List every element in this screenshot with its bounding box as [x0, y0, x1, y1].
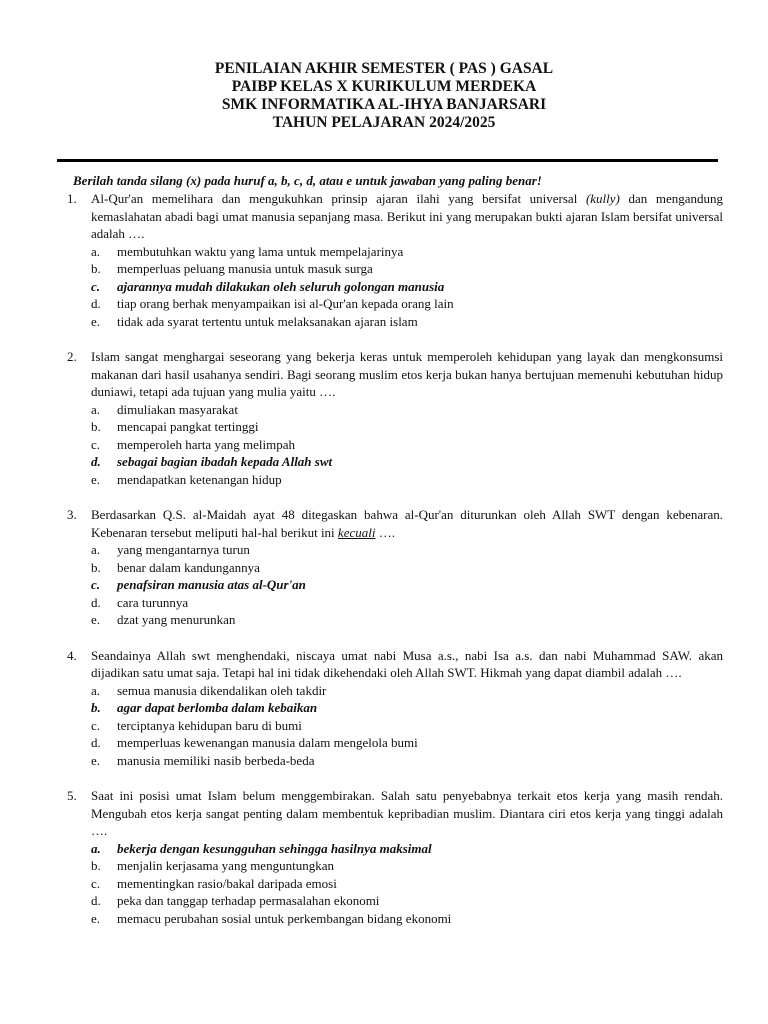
option-text: mendapatkan ketenangan hidup — [117, 471, 282, 487]
option-letter: d. — [91, 454, 101, 469]
option-list — [67, 840, 723, 928]
option-text: dzat yang menurunkan — [117, 612, 236, 627]
question-number: 4. — [67, 647, 77, 663]
option-text: agar dapat berlomba dalam kebaikan — [117, 700, 318, 715]
question-1 — [67, 190, 723, 330]
option-text: menjalin kerjasama yang menguntungkan — [117, 858, 334, 873]
option-d[interactable] — [91, 453, 723, 471]
option-b[interactable] — [91, 699, 723, 717]
question-text: Saat ini posisi umat Islam belum menggembirakan. Salah satu penyebabnya terkait etos kerja yang masih rendah. Mengubah etos kerja sangat penting dalam membentuk kepribadian muslim. Diantara ciri etos kerja yang tinggi adalah …. — [91, 788, 723, 838]
question-text-part: Al-Qur'an memelihara dan mengukuhkan prinsip ajaran ilahi yang bersifat universal — [91, 191, 586, 206]
option-c[interactable] — [91, 875, 723, 893]
option-letter: a. — [91, 401, 101, 417]
header-divider — [57, 159, 718, 162]
option-letter: b. — [91, 419, 101, 434]
option-c[interactable] — [91, 436, 723, 454]
question-text: Seandainya Allah swt menghendaki, niscaya umat nabi Musa a.s., nabi Isa a.s. dan nabi Muhammad SAW. akan dijadikan satu umat saja. Tetapi hal ini tidak dikehendaki oleh Allah SWT. Hikmah yang dapat diambil adalah …. — [91, 647, 723, 680]
option-c[interactable] — [91, 576, 723, 594]
question-number: 1. — [67, 191, 77, 206]
option-text: memperluas peluang manusia untuk masuk surga — [117, 261, 373, 276]
question-number: 3. — [67, 507, 77, 522]
option-d[interactable] — [91, 734, 723, 752]
question-number: 2. — [67, 349, 77, 364]
option-text: bekerja dengan kesungguhan sehingga hasilnya maksimal — [117, 840, 432, 856]
option-text: memperoleh harta yang melimpah — [117, 436, 295, 452]
question-text — [91, 190, 723, 243]
option-d[interactable] — [91, 295, 723, 313]
option-letter: b. — [91, 261, 101, 276]
option-text: manusia memiliki nasib berbeda-beda — [117, 752, 315, 768]
question-5 — [67, 787, 723, 927]
option-text: benar dalam kandungannya — [117, 559, 260, 575]
option-letter: a. — [91, 840, 101, 856]
question-4 — [67, 647, 723, 770]
option-a[interactable] — [91, 840, 723, 858]
option-e[interactable] — [91, 313, 723, 331]
option-letter: c. — [91, 717, 101, 733]
option-text: semua manusia dikendalikan oleh takdir — [117, 682, 327, 698]
option-a[interactable] — [91, 682, 723, 700]
option-text: cara turunnya — [117, 594, 189, 610]
exam-header — [0, 60, 768, 132]
option-text: yang mengantarnya turun — [117, 542, 250, 557]
option-letter: b. — [91, 858, 101, 873]
option-letter: c. — [91, 278, 101, 294]
option-letter: e. — [91, 910, 101, 926]
option-letter: d. — [91, 893, 101, 908]
option-letter: d. — [91, 594, 101, 610]
option-letter: e. — [91, 313, 101, 329]
option-text: terciptanya kehidupan baru di bumi — [117, 717, 302, 733]
option-letter: e. — [91, 752, 101, 768]
option-b[interactable] — [91, 559, 723, 577]
option-letter: c. — [91, 436, 101, 452]
question-text-part: Berdasarkan Q.S. al-Maidah ayat 48 ditegaskan bahwa al-Qur'an diturunkan oleh Allah SWT dengan kebenaran. Kebenaran tersebut meliputi hal-hal berikut ini — [91, 507, 723, 540]
option-c[interactable] — [91, 717, 723, 735]
option-e[interactable] — [91, 910, 723, 928]
option-e[interactable] — [91, 611, 723, 629]
option-text: dimuliakan masyarakat — [117, 401, 238, 417]
option-letter: b. — [91, 559, 101, 575]
header-line-4: TAHUN PELAJARAN 2024/2025 — [272, 114, 496, 131]
option-text: mencapai pangkat tertinggi — [117, 419, 259, 434]
question-list — [67, 190, 723, 945]
option-text: tiap orang berhak menyampaikan isi al-Qur'an kepada orang lain — [117, 296, 454, 311]
option-text: mementingkan rasio/bakal daripada emosi — [117, 875, 337, 891]
option-letter: a. — [91, 682, 101, 698]
option-b[interactable] — [91, 857, 723, 875]
option-e[interactable] — [91, 752, 723, 770]
option-c[interactable] — [91, 278, 723, 296]
question-text: Islam sangat menghargai seseorang yang bekerja keras untuk memperoleh kehidupan yang layak dan mengkonsumsi makanan dari hasil usahanya sendiri. Bagi seorang muslim etos kerja bukan hanya bertujuan memenuhi kebutuhan hidup duniawi, tetapi ada tujuan yang mulia yaitu …. — [91, 349, 723, 399]
option-letter: b. — [91, 700, 101, 715]
option-b[interactable] — [91, 418, 723, 436]
question-emphasis: kecuali — [337, 524, 376, 540]
option-text: ajarannya mudah dilakukan oleh seluruh golongan manusia — [117, 278, 445, 294]
option-text: tidak ada syarat tertentu untuk melaksanakan ajaran islam — [117, 313, 418, 329]
option-a[interactable] — [91, 401, 723, 419]
option-list — [67, 682, 723, 770]
option-list — [67, 541, 723, 629]
header-line-3: SMK INFORMATIKA AL-IHYA BANJARSARI — [221, 96, 547, 113]
question-number: 5. — [67, 788, 77, 803]
option-text: memperluas kewenangan manusia dalam mengelola bumi — [117, 735, 418, 750]
option-letter: a. — [91, 243, 101, 259]
option-text: peka dan tanggap terhadap permasalahan ekonomi — [117, 893, 380, 908]
question-2 — [67, 348, 723, 488]
option-letter: c. — [91, 875, 101, 891]
option-letter: a. — [91, 542, 101, 557]
option-d[interactable] — [91, 594, 723, 612]
option-list — [67, 401, 723, 489]
option-letter: e. — [91, 471, 101, 487]
option-letter: e. — [91, 612, 101, 627]
header-line-1: PENILAIAN AKHIR SEMESTER ( PAS ) GASAL — [214, 60, 554, 77]
question-text-part: …. — [375, 524, 395, 540]
option-text: sebagai bagian ibadah kepada Allah swt — [117, 454, 333, 469]
question-text-part: dan mengandung kemaslahatan abadi bagi umat manusia sepanjang masa. Berikut ini yang merupakan bukti ajaran Islam bersifat universal adalah …. — [91, 191, 724, 241]
question-emphasis: (kully) — [585, 191, 620, 206]
option-text: membutuhkan waktu yang lama untuk mempelajarinya — [117, 243, 404, 259]
option-text: memacu perubahan sosial untuk perkembangan bidang ekonomi — [117, 910, 452, 926]
option-e[interactable] — [91, 471, 723, 489]
question-text — [91, 506, 723, 541]
option-a[interactable] — [91, 243, 723, 261]
header-line-2: PAIBP KELAS X KURIKULUM MERDEKA — [231, 78, 537, 95]
option-list — [67, 243, 723, 331]
question-3 — [67, 506, 723, 629]
option-letter: d. — [91, 296, 101, 311]
option-letter: d. — [91, 735, 101, 750]
option-b[interactable] — [91, 260, 723, 278]
option-a[interactable] — [91, 541, 723, 559]
option-d[interactable] — [91, 892, 723, 910]
instruction-text: Berilah tanda silang (x) pada huruf a, b, c, d, atau e untuk jawaban yang paling benar! — [73, 173, 542, 188]
option-letter: c. — [91, 577, 101, 592]
option-text: penafsiran manusia atas al-Qur'an — [117, 577, 306, 592]
